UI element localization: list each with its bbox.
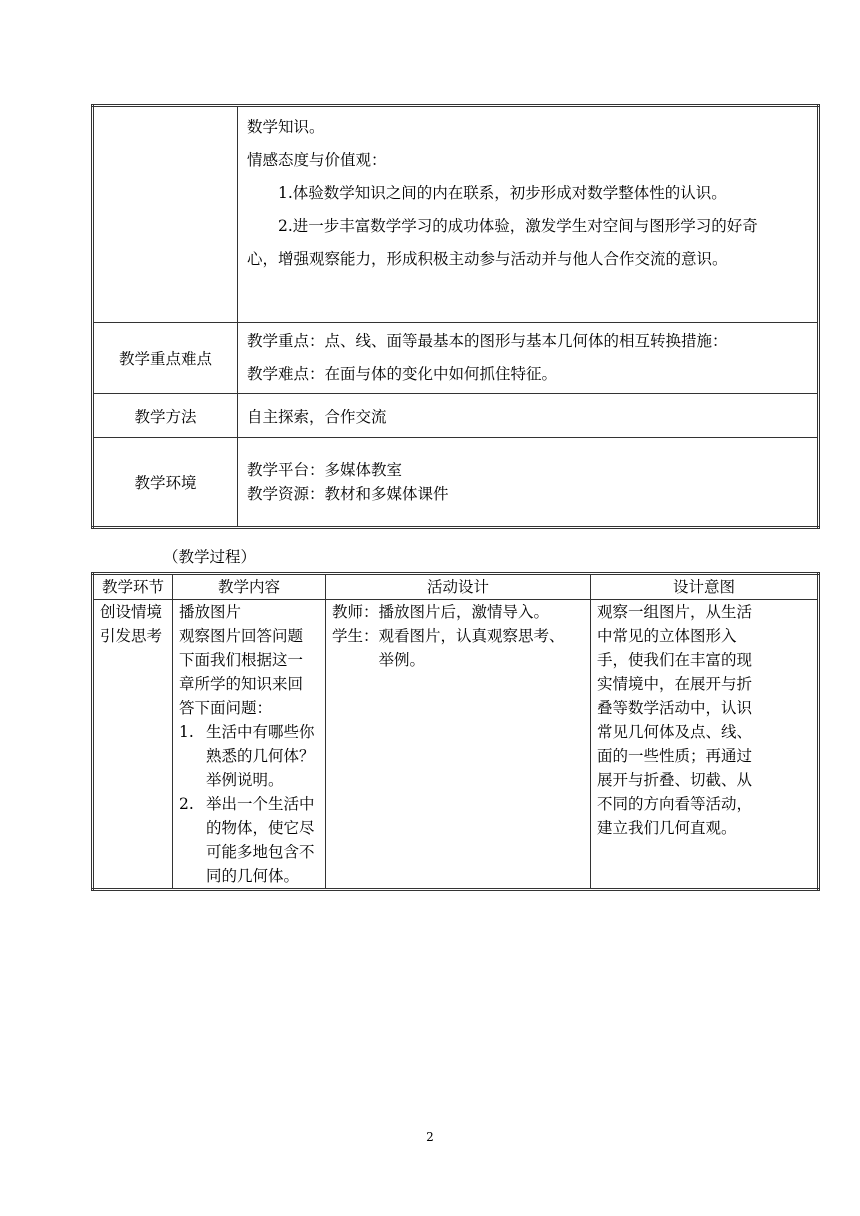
lesson-plan-table (91, 104, 820, 529)
activity-cell (326, 600, 591, 890)
header-content: 教学内容 (173, 574, 326, 600)
student-key: 学生： (332, 627, 379, 645)
difficulty-line: 教学难点：在面与体的变化中如何抓住特征。 (247, 365, 558, 383)
question-line: 的物体，使它尽 (206, 819, 315, 837)
question-line: 生活中有哪些你 (206, 723, 315, 741)
goals-label-cell (93, 106, 238, 323)
header-stage: 教学环节 (93, 574, 173, 600)
intent-line: 中常见的立体图形入 (597, 627, 737, 645)
stage-line: 创设情境 (100, 603, 163, 621)
attitude-item-2: 2.进一步丰富数学学习的成功体验，激发学生对空间与图形学习的好奇 (278, 217, 758, 235)
attitude-item-2-cont: 心，增强观察能力，形成积极主动参与活动并与他人合作交流的意识。 (247, 250, 728, 268)
teacher-key: 教师： (332, 603, 379, 621)
stage-line: 引发思考 (100, 627, 163, 645)
process-row (93, 600, 819, 890)
content-line: 章所学的知识来回 (179, 675, 304, 693)
student-activity (332, 624, 584, 672)
question-line: 同的几何体。 (206, 867, 300, 885)
environment-label: 教学环境 (93, 438, 238, 528)
environment-content (238, 438, 819, 528)
goals-line: 数学知识。 (247, 118, 325, 136)
teaching-process-table (91, 572, 820, 891)
platform-line: 教学平台：多媒体教室 (247, 461, 403, 479)
intent-line: 常见几何体及点、线、 (597, 723, 753, 741)
method-row (93, 394, 819, 438)
content-line: 播放图片 (179, 603, 242, 621)
intent-line: 观察一组图片，从生活 (597, 603, 753, 621)
intent-line: 面的一些性质；再通过 (597, 747, 753, 765)
section-title: （教学过程） (163, 548, 257, 566)
content-cell (173, 600, 326, 890)
page-number: 2 (426, 1130, 434, 1144)
attitude-item-1: 1.体验数学知识之间的内在联系，初步形成对数学整体性的认识。 (278, 184, 727, 202)
intent-line: 手，使我们在丰富的现 (597, 651, 753, 669)
question-line: 举例说明。 (206, 771, 284, 789)
student-line: 观看图片，认真观察思考、 (378, 627, 565, 645)
student-line: 举例。 (378, 651, 426, 669)
resources-line: 教学资源：教材和多媒体课件 (247, 485, 449, 503)
method-content: 自主探索，合作交流 (238, 394, 819, 438)
goals-content-cell (238, 106, 819, 323)
intent-line: 不同的方向看等活动， (597, 795, 753, 813)
intent-line: 建立我们几何直观。 (597, 819, 737, 837)
intent-line: 展开与折叠、切截、从 (597, 771, 753, 789)
question-number: 1. (179, 723, 194, 741)
key-points-content (238, 323, 819, 394)
stage-cell (93, 600, 173, 890)
intent-line: 实情境中，在展开与折 (597, 675, 753, 693)
environment-row (93, 438, 819, 528)
header-intent: 设计意图 (591, 574, 819, 600)
method-label: 教学方法 (93, 394, 238, 438)
question-line: 举出一个生活中 (206, 795, 315, 813)
question-number: 2. (179, 795, 194, 813)
header-activity: 活动设计 (326, 574, 591, 600)
question-2 (179, 792, 319, 888)
attitude-heading: 情感态度与价值观： (247, 151, 387, 169)
intent-line: 叠等数学活动中，认识 (597, 699, 753, 717)
key-points-label: 教学重点难点 (93, 323, 238, 394)
goals-row (93, 106, 819, 323)
teacher-text: 播放图片后，激情导入。 (378, 603, 550, 621)
key-points-row (93, 323, 819, 394)
question-line: 可能多地包含不 (206, 843, 315, 861)
intent-cell (591, 600, 819, 890)
key-point-line: 教学重点：点、线、面等最基本的图形与基本几何体的相互转换措施： (247, 332, 728, 350)
header-row (93, 574, 819, 600)
teacher-activity (332, 600, 584, 624)
content-line: 下面我们根据这一 (179, 651, 304, 669)
content-line: 答下面问题： (179, 699, 273, 717)
question-1 (179, 720, 319, 792)
question-line: 熟悉的几何体？ (206, 747, 315, 765)
content-line: 观察图片回答问题 (179, 627, 304, 645)
